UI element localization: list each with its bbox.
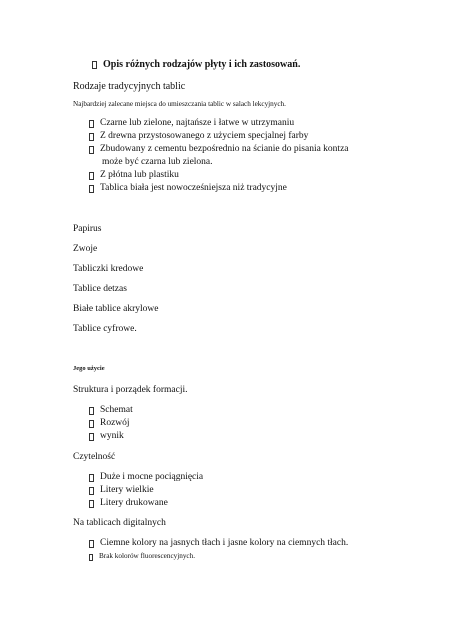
square-bullet-icon — [89, 120, 94, 128]
type-list-item: Tablice cyfrowe. — [73, 324, 137, 334]
type-list-item: Zwoje — [73, 244, 98, 254]
type-list-item: Białe tablice akrylowe — [73, 304, 159, 314]
type-list-item: Tablice detzas — [73, 284, 127, 294]
digital-heading: Na tablicach digitalnych — [73, 518, 166, 528]
traditional-item: Z drewna przystosowanego z użyciem specjalnej farby — [89, 132, 308, 142]
heading-bullet-text: Opis różnych rodzajów płyty i ich zastosowań. — [103, 59, 301, 70]
traditional-item: Tablica biała jest nowocześniejsza niż tradycyjne — [89, 184, 287, 194]
traditional-item: Czarne lub zielone, najtańsze i łatwe w utrzymaniu — [89, 119, 294, 129]
readability-item: Litery wielkie — [89, 486, 154, 496]
usage-heading: Jego użycie — [73, 365, 105, 372]
square-bullet-icon — [89, 433, 94, 441]
type-list-item: Papirus — [73, 224, 102, 234]
structure-item: Schemat — [89, 406, 133, 416]
square-bullet-icon — [89, 500, 94, 508]
digital-item: Brak kolorów fluorescencyjnych. — [89, 553, 195, 561]
traditional-item: Zbudowany z cementu bezpośrednio na ścianie do pisania kontza — [89, 145, 349, 155]
recommended-note: Najbardziej zalecane miejsca do umieszczania tablic w salach lekcyjnych. — [73, 100, 286, 108]
readability-heading: Czytelność — [73, 452, 116, 462]
structure-item: wynik — [89, 432, 124, 442]
readability-item: Litery drukowane — [89, 499, 168, 509]
traditional-item: Z płótna lub plastiku — [89, 171, 179, 181]
readability-item: Duże i mocne pociągnięcia — [89, 473, 203, 483]
square-bullet-icon — [89, 420, 94, 428]
digital-item: Ciemne kolory na jasnych tłach i jasne kolory na ciemnych tłach. — [89, 539, 348, 549]
structure-heading: Struktura i porządek formacji. — [73, 385, 188, 395]
square-bullet-icon — [89, 540, 94, 548]
heading-bullet-item — [92, 60, 300, 70]
square-bullet-icon — [89, 474, 94, 482]
square-bullet-icon — [89, 554, 93, 561]
square-bullet-icon — [89, 172, 94, 180]
square-bullet-icon — [89, 133, 94, 141]
section-traditional-heading: Rodzaje tradycyjnych tablic — [73, 81, 186, 92]
square-bullet-icon — [89, 146, 94, 154]
square-bullet-icon — [89, 185, 94, 193]
type-list-item: Tabliczki kredowe — [73, 264, 144, 274]
structure-item: Rozwój — [89, 419, 130, 429]
square-bullet-icon — [92, 61, 97, 69]
square-bullet-icon — [89, 407, 94, 415]
square-bullet-icon — [89, 487, 94, 495]
traditional-item-continuation: może być czarna lub zielona. — [102, 157, 213, 167]
